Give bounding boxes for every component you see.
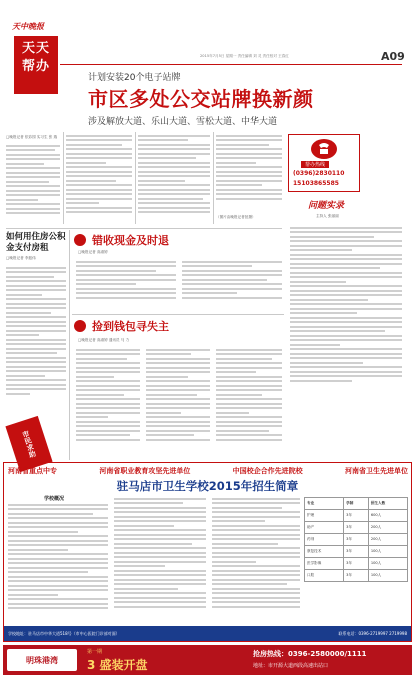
school-intro-body [8,501,108,621]
fund-byline: □晚报记者 李振伟 [6,256,36,260]
school-ad-footer [4,626,411,641]
table-cell: 3年 [344,546,369,558]
wallet-article [74,318,284,458]
table-cell: 口腔 [305,570,344,582]
main-article [60,68,402,130]
table-row [305,522,408,534]
school-tag-3: 中国校企合作先进院校 [232,467,303,475]
table-cell: 药剂 [305,534,344,546]
page-number: A09 [381,50,405,63]
school-tags [8,466,408,476]
table-row [305,534,408,546]
school-body-col-3 [212,495,300,621]
wallet-headline: 捡到钱包寻失主 [92,320,169,333]
qa-byline: 主持人 张丽丽 [316,214,339,218]
table-row [305,570,408,582]
section-label [14,36,58,94]
table-cell: 护理 [305,510,344,522]
table-cell: 3年 [344,522,369,534]
school-tag-4: 河南省卫生先进单位 [344,467,408,475]
main-body-col-3 [138,132,210,224]
money-return-headline: 错收现金及时退 [92,234,169,247]
money-return-byline: □晚报记者 高淑婷 [78,250,108,254]
wallet-byline: □晚报记者 高淑婷 通讯员 马 力 [78,338,130,342]
table-header: 学制 [344,498,369,510]
paper-name: 天中晚报 [12,21,44,31]
main-body-col-4 [216,132,282,212]
table-cell: 3年 [344,510,369,522]
qa-body [290,224,402,420]
wallet-body-col-2 [146,346,210,456]
school-tag-2: 河南省职业教育攻坚先进单位 [99,467,191,475]
money-return-body-right [182,258,282,310]
money-return-icon [74,234,86,246]
hotline-phone-1[interactable]: (0396)2830110 [293,170,345,177]
main-body-col-1 [6,142,60,224]
hotline-box [288,134,360,192]
table-cell: 100人 [368,570,407,582]
table-cell: 100人 [368,546,407,558]
table-header-row [305,498,408,510]
wallet-body-col-3 [216,346,282,456]
table-row [305,558,408,570]
table-cell: 3年 [344,558,369,570]
table-cell: 3年 [344,570,369,582]
bottom-ad [3,645,412,675]
main-image-caption: （图片由晚报记者拍摄） [216,215,256,219]
table-cell: 康复技术 [305,546,344,558]
bottom-ad-hotline[interactable]: 抢房热线：0396-2580000/1111 [253,650,367,658]
table-row [305,510,408,522]
masthead [0,0,415,74]
main-kicker: 计划安装20个电子站牌 [88,73,181,83]
table-header: 招生人数 [368,498,407,510]
main-byline: □晚报记者 依彩园 实习生 张 瑞 [6,135,58,139]
money-return-body-left [76,258,176,310]
hotline-title: 帮办热线 [301,161,329,168]
brand-name: 明珠港湾 [26,655,58,665]
qa-column [288,198,406,458]
money-return-article [74,232,284,312]
school-ad [3,462,412,642]
main-headline: 市区多处公交站牌换新颜 [88,87,314,111]
table-cell: 200人 [368,522,407,534]
help-badge-text: 市民求助 [20,429,38,459]
bottom-ad-logo [7,649,77,671]
bottom-ad-tag: 第一期 [87,649,103,655]
table-cell: 600人 [368,510,407,522]
school-phone[interactable]: 联系电话：0396-2719997 2719998 [338,630,407,636]
hotline-phone-icon [311,139,337,159]
table-cell: 3年 [344,534,369,546]
bottom-ad-address: 地址：市开源大道西段高速出站口 [253,663,329,669]
table-row [305,546,408,558]
table-header: 专业 [305,498,344,510]
wallet-body-col-1 [76,346,140,456]
school-intro-title: 学校概况 [44,496,65,502]
table-cell: 医学影像 [305,558,344,570]
wallet-icon [74,320,86,332]
date-line: 2015年7月5日 星期一 责任编辑 刘 灵 责任校对 王春红 [200,54,289,58]
school-ad-headline: 驻马店市卫生学校2015年招生简章 [116,479,299,493]
bottom-ad-slogan: 3 盛装开盘 [87,658,148,672]
school-address: 学校地址：驻马店市中华大道518号（市中心医院门诊部对面） [8,630,120,636]
main-body-col-2 [66,132,132,224]
masthead-rule [60,64,402,65]
table-cell: 100人 [368,558,407,570]
fund-body [6,264,66,416]
table-cell: 助产 [305,522,344,534]
school-body-col-2 [114,495,206,621]
table-cell: 200人 [368,534,407,546]
fund-headline: 如何用住房公积金支付房租 [6,232,66,253]
qa-title: 问题实录 [308,201,345,211]
newspaper-logo [12,14,44,33]
section-name: 天天帮办 [21,41,50,74]
hotline-phone-2[interactable]: 15103865585 [293,180,339,187]
main-subhead: 涉及解放大道、乐山大道、雪松大道、中华大道 [88,117,278,127]
school-tag-1: 河南省重点中专 [8,467,57,475]
enrollment-table [304,497,408,582]
